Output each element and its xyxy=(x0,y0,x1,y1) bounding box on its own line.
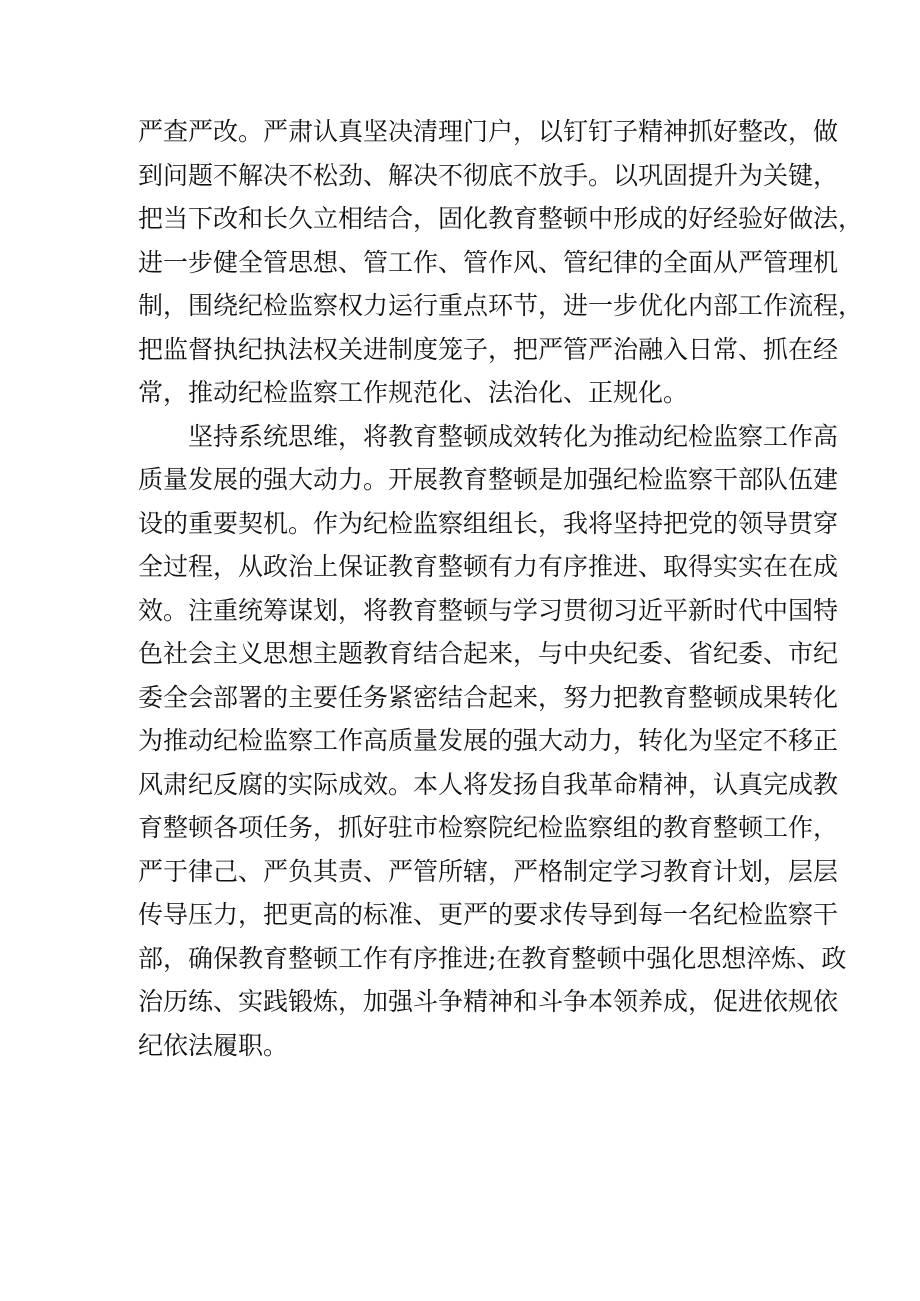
paragraph-line: 严查严改。严肃认真坚决清理门户，以钉钉子精神抓好整改，做 xyxy=(138,117,839,146)
paragraph-line: 纪依法履职。 xyxy=(138,1030,289,1060)
paragraph-line: 到问题不解决不松劲、解决不彻底不放手。以巩固提升为关键， xyxy=(138,160,839,190)
paragraph-line: 传导压力，把更高的标准、更严的要求传导到每一名纪检监察干 xyxy=(138,900,839,929)
paragraph-line: 坚持系统思维，将教育整顿成效转化为推动纪检监察工作高 xyxy=(188,421,839,451)
paragraph-line: 常，推动纪检监察工作规范化、法治化、正规化。 xyxy=(138,378,689,407)
paragraph-2 xyxy=(138,415,847,1068)
paragraph-line: 部，确保教育整顿工作有序推进;在教育整顿中强化思想淬炼、政 xyxy=(138,943,847,973)
paragraph-line: 效。注重统筹谋划，将教育整顿与学习贯彻习近平新时代中国特 xyxy=(138,595,839,625)
paragraph-line: 严于律己、严负其责、严管所辖，严格制定学习教育计划，层层 xyxy=(138,856,839,886)
paragraph-line: 进一步健全管思想、管工作、管作风、管纪律的全面从严管理机 xyxy=(138,247,839,277)
paragraph-1 xyxy=(138,110,864,415)
paragraph-line: 全过程，从政治上保证教育整顿有力有序推进、取得实实在在成 xyxy=(138,552,839,581)
paragraph-line: 制，围绕纪检监察权力运行重点环节，进一步优化内部工作流程， xyxy=(138,291,864,320)
paragraph-line: 委全会部署的主要任务紧密结合起来，努力把教育整顿成果转化 xyxy=(138,682,839,712)
paragraph-line: 设的重要契机。作为纪检监察组组长，我将坚持把党的领导贯穿 xyxy=(138,508,839,538)
document-body xyxy=(138,110,864,1067)
paragraph-line: 育整顿各项任务，抓好驻市检察院纪检监察组的教育整顿工作， xyxy=(138,813,839,842)
paragraph-line: 质量发展的强大动力。开展教育整顿是加强纪检监察干部队伍建 xyxy=(138,465,839,494)
paragraph-line: 为推动纪检监察工作高质量发展的强大动力，转化为坚定不移正 xyxy=(138,726,839,755)
paragraph-line: 把监督执纪执法权关进制度笼子，把严管严治融入日常、抓在经 xyxy=(138,334,839,364)
paragraph-line: 色社会主义思想主题教育结合起来，与中央纪委、省纪委、市纪 xyxy=(138,639,839,668)
paragraph-line: 把当下改和长久立相结合，固化教育整顿中形成的好经验好做法， xyxy=(138,204,864,233)
paragraph-line: 风肃纪反腐的实际成效。本人将发扬自我革命精神，认真完成教 xyxy=(138,769,839,799)
paragraph-line: 治历练、实践锻炼，加强斗争精神和斗争本领养成，促进依规依 xyxy=(138,987,839,1016)
